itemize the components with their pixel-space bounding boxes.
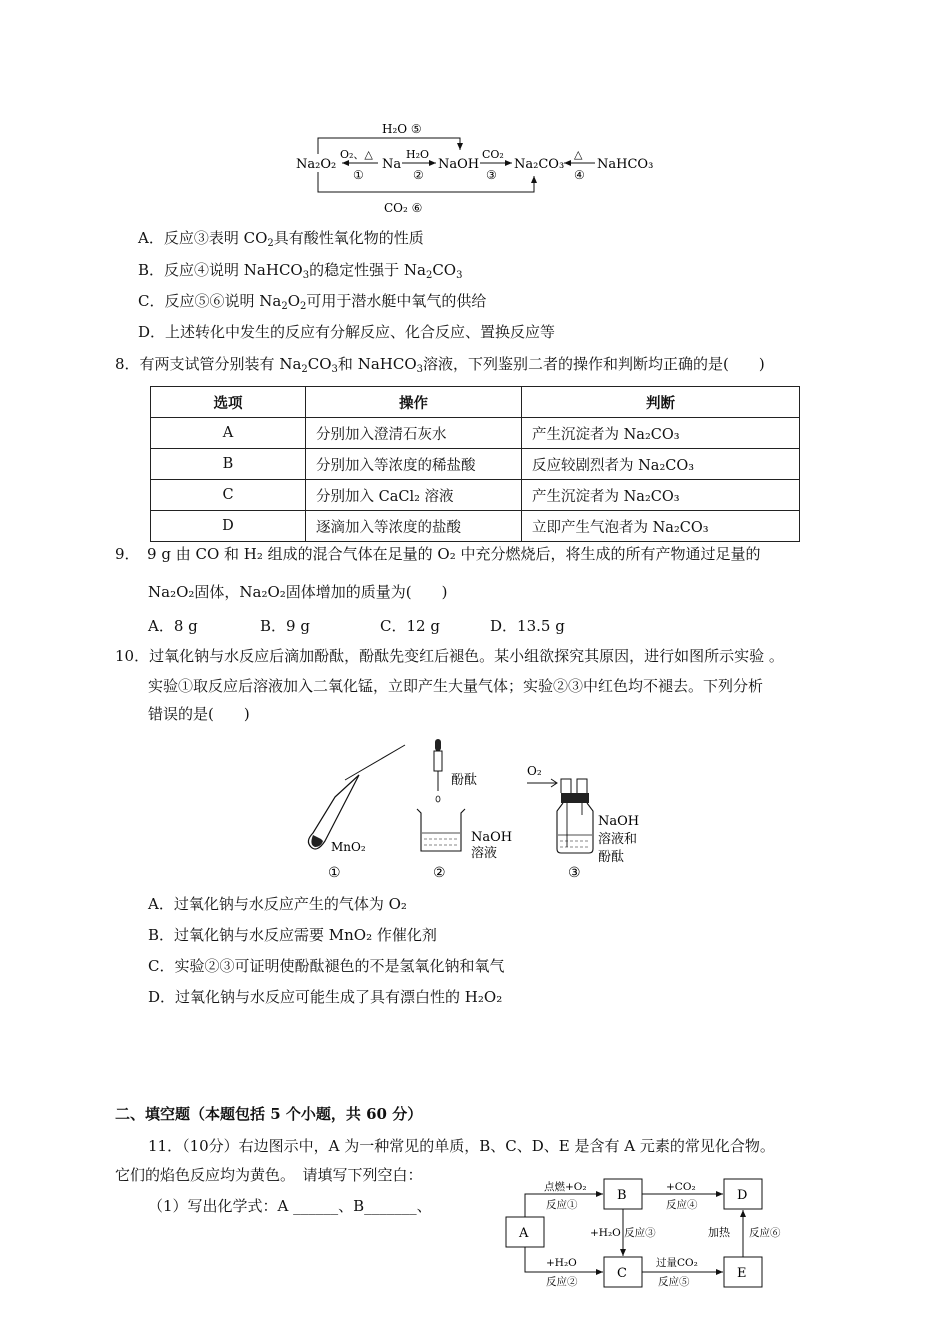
r4-top: +CO₂ bbox=[666, 1181, 696, 1193]
q7-option-d bbox=[138, 322, 555, 342]
q10-option-c: C．实验②③可证明使酚酞褪色的不是氢氧化钠和氧气 bbox=[148, 957, 505, 975]
cond-4: △ bbox=[574, 148, 583, 161]
q7b-sub2: 2 bbox=[425, 270, 433, 281]
phenolphthalein-label: 酚酞 bbox=[451, 773, 478, 788]
q7-option-c bbox=[138, 291, 486, 311]
num-1: ① bbox=[353, 168, 364, 182]
q7c-sub: 2 bbox=[281, 301, 288, 312]
q9-stem-line2: Na₂O₂固体，Na₂O₂固体增加的质量为( ) bbox=[148, 583, 448, 601]
box-e-label: E bbox=[737, 1266, 747, 1281]
q8-row-a-option: A bbox=[151, 418, 306, 449]
q10-option-d: D．过氧化钠与水反应可能生成了具有漂白性的 H₂O₂ bbox=[148, 988, 503, 1006]
r2-bot: 反应② bbox=[546, 1276, 578, 1288]
q8-row-d-operation: 逐滴加入等浓度的盐酸 bbox=[306, 511, 522, 542]
r5-bot: 反应⑤ bbox=[658, 1276, 690, 1288]
r5-top: 过量CO₂ bbox=[656, 1257, 698, 1269]
r6-label: 反应⑥ bbox=[749, 1227, 781, 1239]
naoh-solution-label-2: 溶液 bbox=[471, 846, 498, 861]
r2-top: +H₂O bbox=[546, 1257, 577, 1269]
fig-num-3: ③ bbox=[568, 865, 581, 881]
naoh-phenol-label-1: NaOH bbox=[598, 814, 640, 829]
table-row bbox=[151, 449, 800, 480]
r3-label: +H₂O 反应③ bbox=[590, 1227, 656, 1239]
q8-row-b-judgement: 反应较剧烈者为 Na₂CO₃ bbox=[522, 449, 800, 480]
q8-row-c-option: C bbox=[151, 480, 306, 511]
box-c-label: C bbox=[617, 1266, 627, 1281]
dropper-icon bbox=[434, 739, 442, 802]
q8-header-row bbox=[151, 387, 800, 418]
box-b-label: B bbox=[617, 1188, 627, 1203]
q9-stem-line1: 9． 9 g 由 CO 和 H₂ 组成的混合气体在足量的 O₂ 中充分燃烧后，将生成的所有产物通过足量的 bbox=[115, 545, 761, 563]
q11-stem-line1: 11．（10分）右边图示中，A 为一种常见的单质，B、C、D、E 是含有 A 元素的常见化合物。 bbox=[148, 1137, 775, 1155]
o2-label: O₂ bbox=[527, 764, 542, 778]
q8-table bbox=[150, 386, 800, 542]
table-row bbox=[151, 418, 800, 449]
naoh-solution-label-1: NaOH bbox=[471, 830, 513, 845]
q7a-post: 具有酸性氧化物的性质 bbox=[273, 229, 424, 247]
q10-option-a: A．过氧化钠与水反应产生的气体为 O₂ bbox=[148, 895, 407, 913]
q11-stem-line3: （1）写出化学式：A ______、B_______、 bbox=[148, 1197, 432, 1215]
q8-stem-mid1: CO bbox=[307, 355, 332, 373]
q7c-post2: 可用于潜水艇中氧气的供给 bbox=[306, 292, 487, 310]
q8-header-option: 选项 bbox=[151, 387, 306, 418]
box-a-label: A bbox=[519, 1226, 529, 1241]
table-row bbox=[151, 511, 800, 542]
gas-bottle-icon bbox=[527, 779, 593, 853]
num-3: ③ bbox=[486, 168, 497, 182]
cond-2: H₂O bbox=[406, 148, 430, 161]
q7-option-b bbox=[138, 260, 462, 280]
q7d-text: D．上述转化中发生的反应有分解反应、化合反应、置换反应等 bbox=[138, 323, 556, 341]
num-4: ④ bbox=[574, 168, 585, 182]
q8-sub-1: 2 bbox=[301, 364, 308, 375]
q8-header-judgement: 判断 bbox=[522, 387, 800, 418]
fig-num-2: ② bbox=[433, 865, 446, 881]
sodium-conversion-diagram bbox=[290, 118, 660, 218]
table-row bbox=[151, 480, 800, 511]
section-2-title: 二、填空题（本题包括 5 个小题，共 60 分） bbox=[115, 1105, 423, 1123]
q8-sub-2: 3 bbox=[331, 364, 338, 375]
q8-stem-pre: 8．有两支试管分别装有 Na bbox=[115, 355, 302, 373]
top-loop-label: H₂O ⑤ bbox=[382, 122, 422, 136]
q7-option-a bbox=[138, 228, 424, 248]
bottom-loop-label: CO₂ ⑥ bbox=[384, 201, 423, 215]
q9-option-d: D．13.5 g bbox=[490, 617, 565, 635]
q8-header-operation: 操作 bbox=[306, 387, 522, 418]
q8-sub-3: 3 bbox=[416, 364, 423, 375]
q8-row-b-option: B bbox=[151, 449, 306, 480]
q7b-sub: 3 bbox=[302, 270, 310, 281]
na2o2-label: Na₂O₂ bbox=[296, 157, 337, 172]
q8-row-b-operation: 分别加入等浓度的稀盐酸 bbox=[306, 449, 522, 480]
q11-stem-line2: 它们的焰色反应均为黄色。 请填写下列空白： bbox=[115, 1166, 423, 1184]
q7c-sub2: 2 bbox=[300, 301, 307, 312]
box-d-label: D bbox=[737, 1188, 748, 1203]
mno2-label: MnO₂ bbox=[331, 840, 366, 854]
q9-option-b: B．9 g bbox=[260, 617, 310, 635]
r6-heat: 加热 bbox=[708, 1226, 730, 1239]
q8-stem-mid2: 和 NaHCO bbox=[337, 355, 417, 373]
q8-row-c-judgement: 产生沉淀者为 Na₂CO₃ bbox=[522, 480, 800, 511]
bottom-loop-arrow bbox=[318, 172, 534, 192]
q8-row-d-judgement: 立即产生气泡者为 Na₂CO₃ bbox=[522, 511, 800, 542]
q10-stem-line2: 实验①取反应后溶液加入二氧化锰，立即产生大量气体；实验②③中红色均不褪去。下列分析 bbox=[148, 677, 764, 695]
fig-num-1: ① bbox=[328, 865, 341, 881]
q7a-pre: A．反应③表明 CO bbox=[138, 229, 268, 247]
q10-option-b: B．过氧化钠与水反应需要 MnO₂ 作催化剂 bbox=[148, 926, 437, 944]
q8-stem-post: 溶液，下列鉴别二者的操作和判断均正确的是( ) bbox=[423, 355, 765, 373]
q10-stem-line3: 错误的是( ) bbox=[148, 705, 250, 723]
na-label: Na bbox=[382, 157, 402, 172]
q8-row-a-judgement: 产生沉淀者为 Na₂CO₃ bbox=[522, 418, 800, 449]
r1-top: 点燃+O₂ bbox=[544, 1181, 587, 1193]
q11-flow-diagram bbox=[500, 1175, 800, 1293]
test-tube-icon bbox=[308, 745, 405, 849]
cond-1: O₂、△ bbox=[340, 148, 373, 161]
q8-row-d-option: D bbox=[151, 511, 306, 542]
nahco3-label: NaHCO₃ bbox=[597, 157, 654, 172]
r1-bot: 反应① bbox=[546, 1199, 578, 1211]
cond-3: CO₂ bbox=[482, 148, 504, 161]
q8-stem bbox=[115, 354, 765, 374]
q8-row-a-operation: 分别加入澄清石灰水 bbox=[306, 418, 522, 449]
q7a-sub: 2 bbox=[267, 238, 274, 249]
beaker-icon bbox=[417, 809, 465, 851]
naoh-phenol-label-2: 溶液和 bbox=[598, 832, 638, 847]
q9-option-a: A．8 g bbox=[148, 617, 198, 635]
q10-stem-line1: 10．过氧化钠与水反应后滴加酚酞，酚酞先变红后褪色。某小组欲探究其原因，进行如图所示实验 。 bbox=[115, 647, 784, 665]
q7b-post2: CO bbox=[432, 261, 457, 279]
q10-experiment-figure bbox=[295, 735, 665, 890]
q7c-post: O bbox=[287, 292, 301, 310]
q7b-post: 的稳定性强于 Na bbox=[309, 261, 426, 279]
na2co3-label: Na₂CO₃ bbox=[514, 157, 565, 172]
q7b-sub3: 3 bbox=[456, 270, 463, 281]
num-2: ② bbox=[413, 168, 424, 182]
q9-option-c: C．12 g bbox=[380, 617, 440, 635]
q8-row-c-operation: 分别加入 CaCl₂ 溶液 bbox=[306, 480, 522, 511]
r4-bot: 反应④ bbox=[666, 1199, 698, 1211]
q7b-pre: B．反应④说明 NaHCO bbox=[138, 261, 303, 279]
q7c-pre: C．反应⑤⑥说明 Na bbox=[138, 292, 282, 310]
naoh-label: NaOH bbox=[438, 157, 480, 172]
naoh-phenol-label-3: 酚酞 bbox=[598, 850, 625, 865]
